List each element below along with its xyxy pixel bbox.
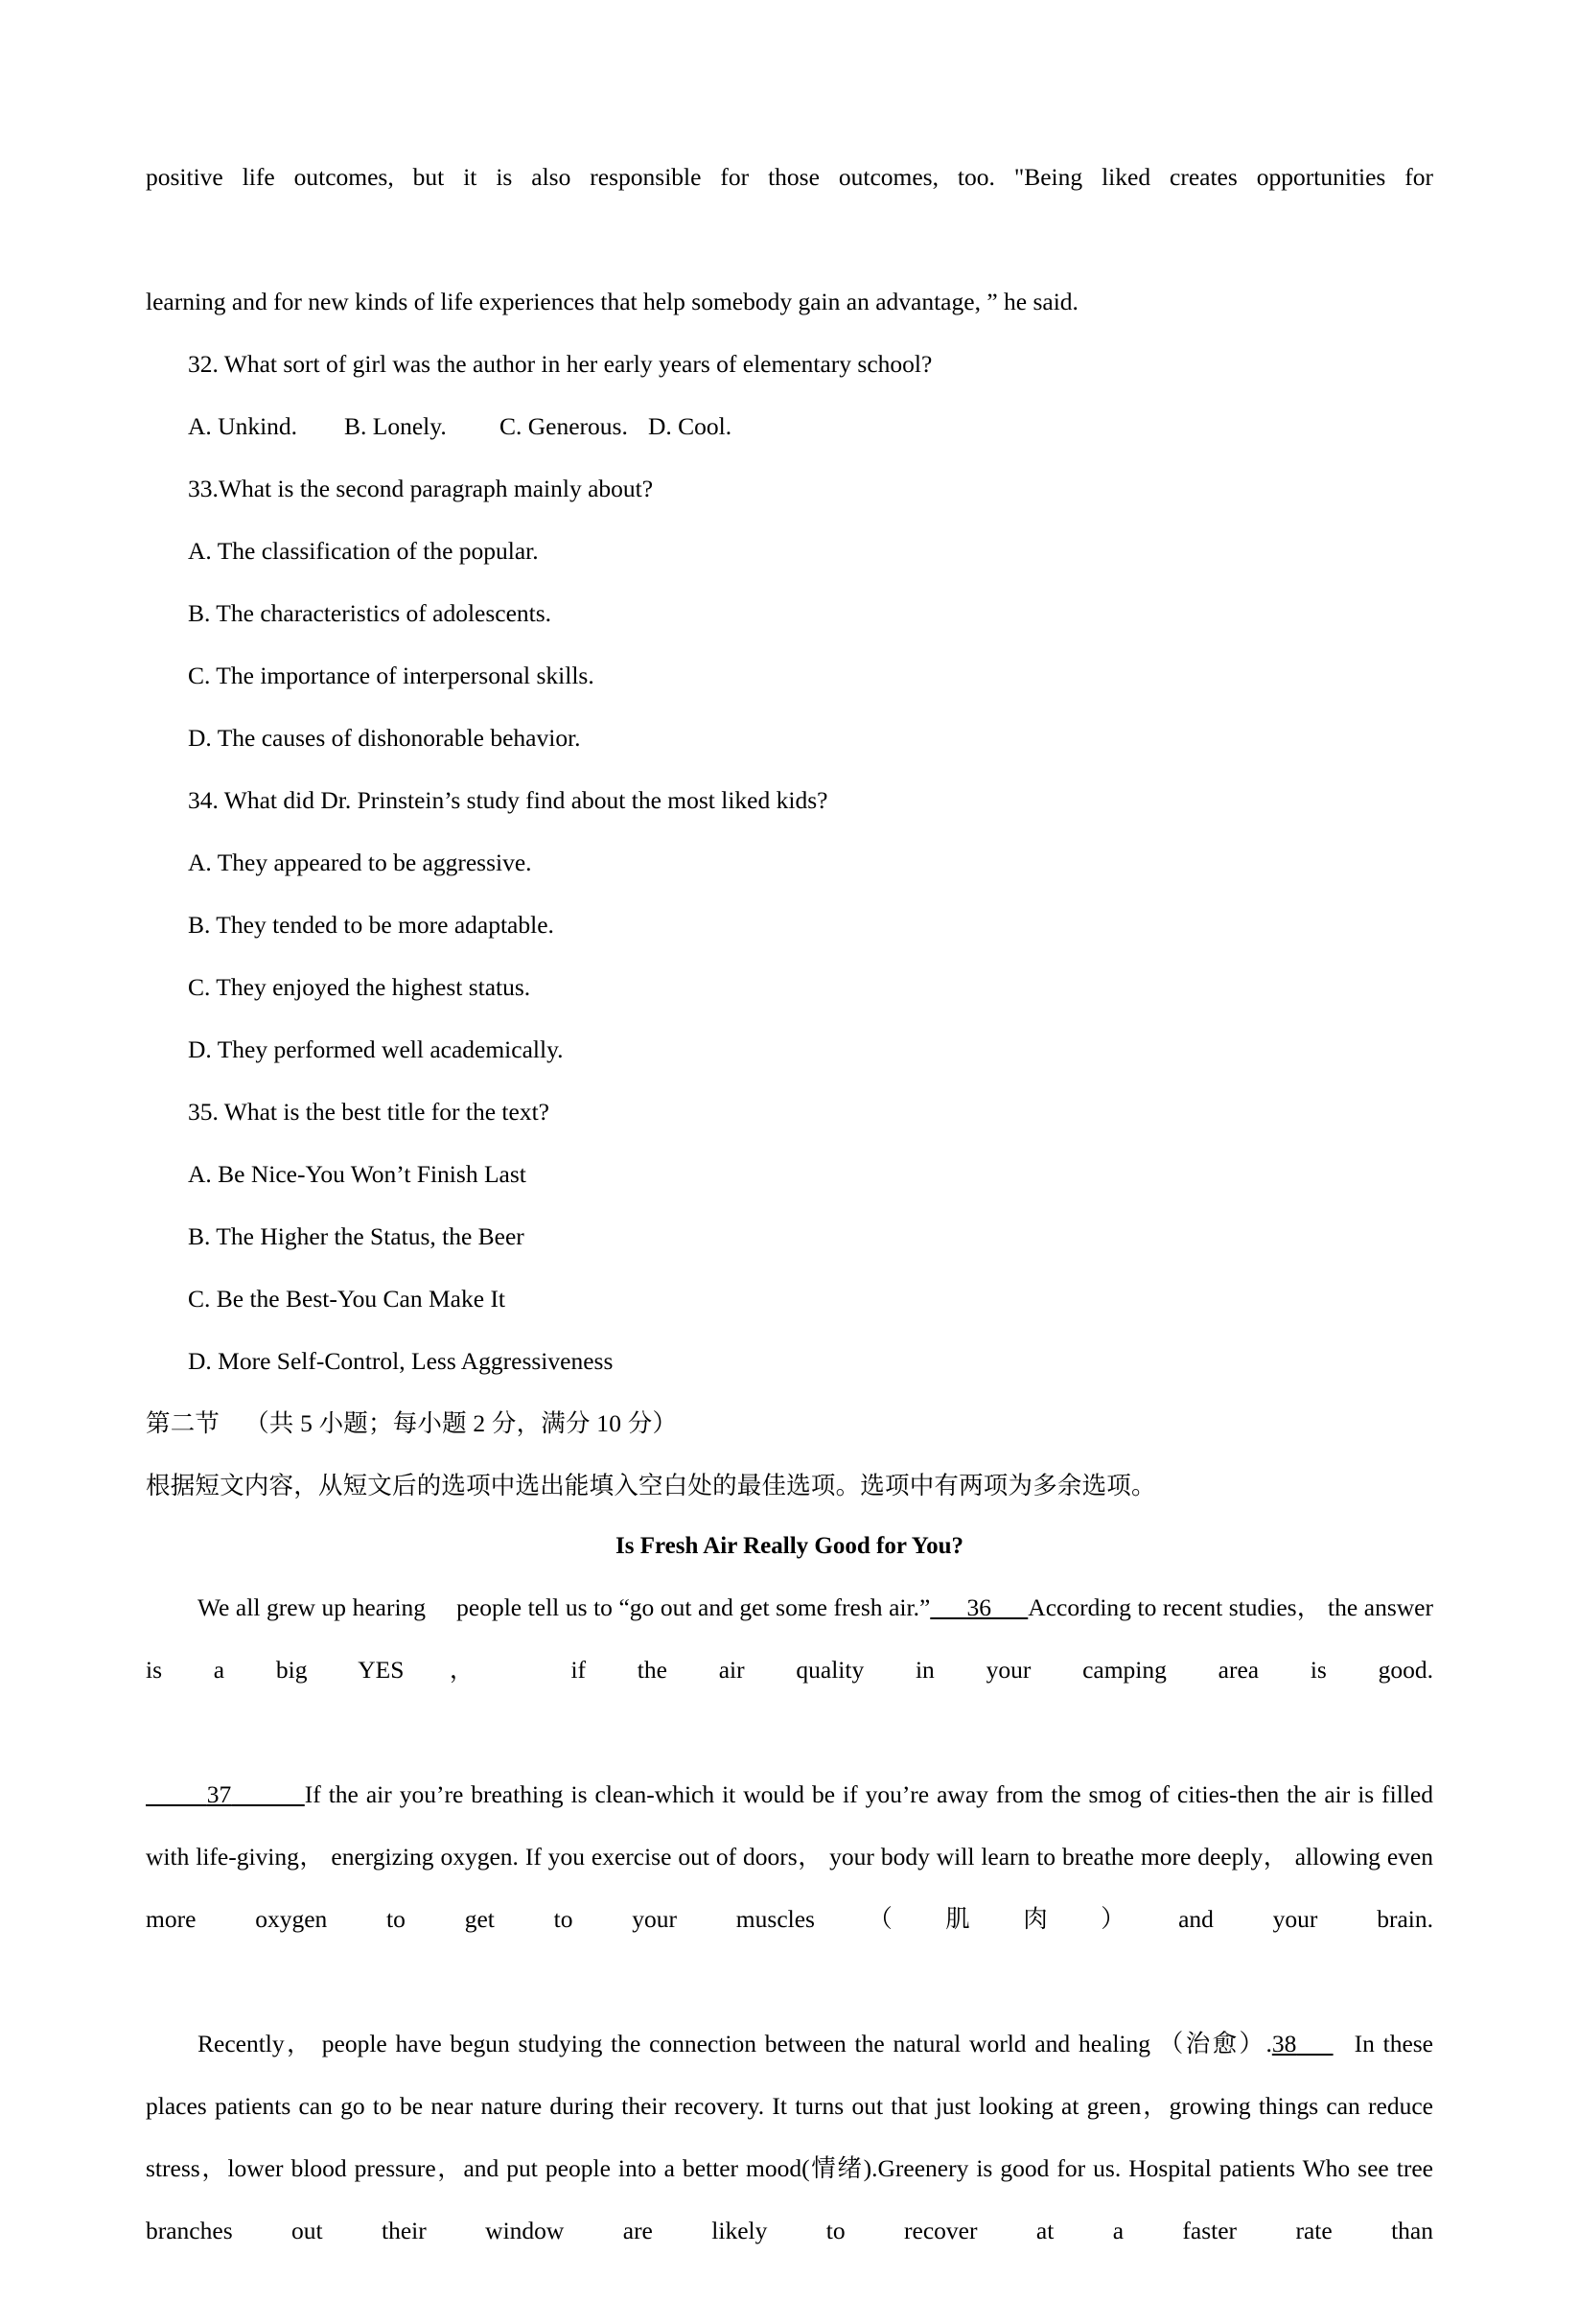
paragraph-1-text-after-blank: According to recent studies， the answer is a big YES， if the air quality in your camping area is good. — [146, 1593, 1433, 1684]
paragraph-3-text-before-blank: Recently， people have begun studying the connection between the natural world and healing （治愈）. — [197, 2030, 1272, 2057]
question-33-stem: 33.What is the second paragraph mainly about? — [188, 475, 654, 502]
question-35-option-c[interactable]: C. Be the Best-You Can Make It — [188, 1285, 506, 1313]
question-32-options — [146, 395, 1433, 457]
paragraph-3-text-after-blank: In these places patients can go to be near nature during their recovery. It turns out that just looking at green，growing things can reduce stress，lower blood pressure，and put people into a better mood(情绪).Greenery is good for us. Hospital patients Who see tree branches out their window are likely to recover at a faster rate than — [146, 2030, 1434, 2244]
question-32-option-b[interactable]: B. Lonely. — [344, 412, 447, 440]
section-instruction: 根据短文内容，从短文后的选项中选出能填入空白处的最佳选项。选项中有两项为多余选项。 — [146, 1472, 1156, 1499]
question-35-option-d[interactable]: D. More Self-Control, Less Aggressiveness — [188, 1347, 614, 1375]
question-33-option-b[interactable]: B. The characteristics of adolescents. — [188, 599, 552, 627]
blank-38-label: 38 — [1271, 2030, 1297, 2057]
question-34-option-c[interactable]: C. They enjoyed the highest status. — [188, 973, 531, 1001]
article-title: Is Fresh Air Really Good for You? — [615, 1533, 963, 1559]
blank-36[interactable] — [930, 1593, 1028, 1621]
passage-tail-line-2: learning and for new kinds of life experiences that help somebody gain an advantage, ” he said. — [146, 288, 1079, 315]
passage-tail-line-1: positive life outcomes, but it is also responsible for those outcomes, too. "Being liked creates opportunities for — [146, 163, 1433, 191]
question-34-option-d[interactable]: D. They performed well academically. — [188, 1035, 564, 1063]
question-33-option-d[interactable]: D. The causes of dishonorable behavior. — [188, 724, 581, 752]
document-body — [146, 146, 1433, 2324]
blank-37-label: 37 — [206, 1780, 232, 1808]
section-heading-detail: （共 5 小题；每小题 2 分，满分 10 分） — [244, 1409, 678, 1437]
blank-38[interactable] — [1272, 2030, 1334, 2057]
question-32-option-a[interactable]: A. Unkind. — [188, 412, 298, 440]
question-35-option-b[interactable]: B. The Higher the Status, the Beer — [188, 1222, 524, 1250]
section-heading-line — [146, 1392, 1433, 1454]
blank-37[interactable] — [146, 1780, 305, 1808]
question-34-stem: 34. What did Dr. Prinstein’s study find about the most liked kids? — [188, 786, 828, 814]
paragraph-2-text: If the air you’re breathing is clean-which it would be if you’re away from the smog of cities-then the air is filled with life-giving， energizing oxygen. If you exercise out of doors， your body will learn to breathe more deeply， allowing even more oxygen to get to your muscles（肌肉）and your brain. — [146, 1780, 1433, 1933]
question-35-option-a[interactable]: A. Be Nice-You Won’t Finish Last — [188, 1160, 526, 1188]
question-32-option-d[interactable]: D. Cool. — [648, 412, 732, 440]
paragraph-1-text-before-blank: We all grew up hearing people tell us to “go out and get some fresh air.” — [197, 1593, 931, 1621]
blank-36-label: 36 — [966, 1593, 992, 1621]
question-32-option-c[interactable]: C. Generous. — [499, 412, 628, 440]
question-33-option-a[interactable]: A. The classification of the popular. — [188, 537, 539, 565]
question-33-option-c[interactable]: C. The importance of interpersonal skills. — [188, 662, 594, 689]
section-heading: 第二节 — [146, 1409, 220, 1437]
article-paragraph-3 — [146, 2012, 1433, 2324]
question-34-option-b[interactable]: B. They tended to be more adaptable. — [188, 911, 554, 939]
question-35-stem: 35. What is the best title for the text? — [188, 1098, 549, 1126]
article-paragraph-2 — [146, 1763, 1433, 2012]
question-34-option-a[interactable]: A. They appeared to be aggressive. — [188, 848, 532, 876]
article-paragraph-1 — [146, 1576, 1433, 1763]
question-32-stem: 32. What sort of girl was the author in her early years of elementary school? — [188, 350, 933, 378]
